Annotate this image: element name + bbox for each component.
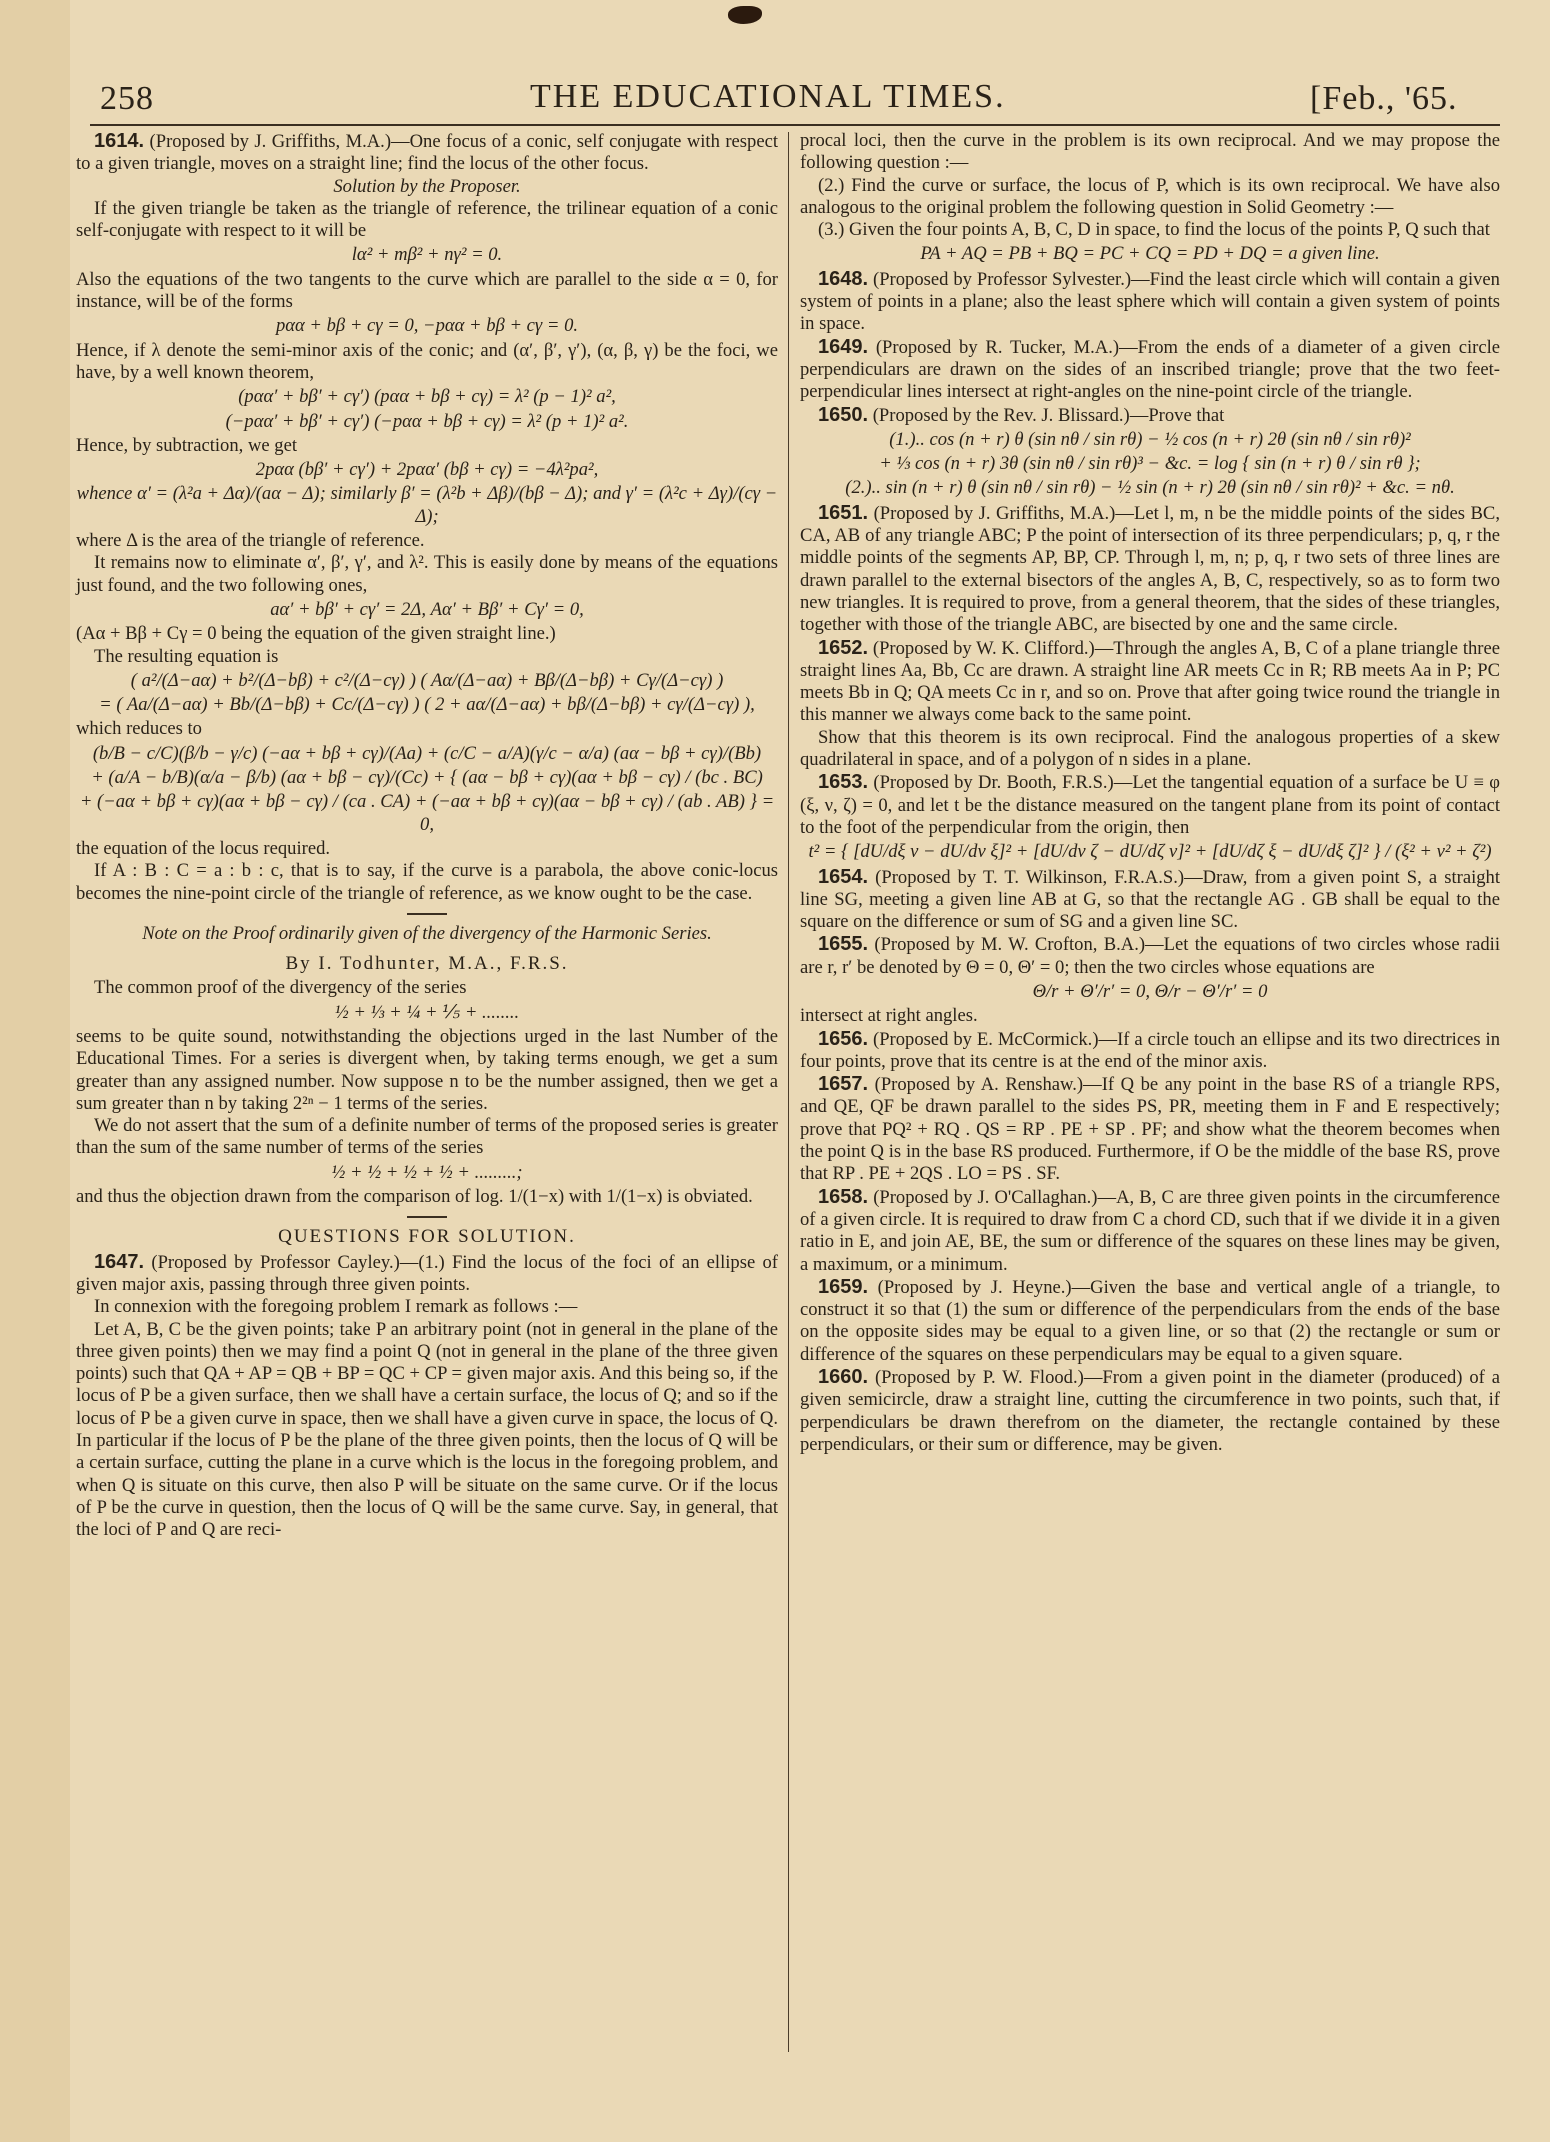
question-paragraph: [800, 336, 1500, 404]
paragraph-text: Θ/r + Θ′/r′ = 0, Θ/r − Θ′/r′ = 0: [1032, 980, 1268, 1002]
paragraph: [800, 219, 1500, 241]
paragraph-text: (Proposed by Dr. Booth, F.R.S.)—Let the tangential equation of a surface be U ≡ φ (ξ, ν, ζ) = 0, and let t be the distance measured on the tangent plane from its point of contact to the foot of the perpendicular from the origin, then: [800, 772, 1500, 838]
paragraph: [76, 1319, 778, 1542]
paragraph-text: (3.) Given the four points A, B, C, D in space, to find the locus of the points P, Q such that: [818, 219, 1490, 241]
equation: [76, 315, 778, 337]
paragraph-text: (2.) Find the curve or surface, the locus of P, which is its own reciprocal. We have also analogous to the original problem the following question in Solid Geometry :—: [800, 174, 1500, 218]
right-column: [800, 130, 1500, 1456]
equation: [76, 1002, 778, 1024]
column-divider: [788, 132, 789, 2052]
paragraph: [76, 552, 778, 597]
equation: [800, 429, 1500, 451]
section-subtitle: [76, 176, 778, 198]
equation: [76, 767, 778, 789]
issue-date: [Feb., '65.: [1310, 80, 1458, 117]
paragraph-text: By I. Todhunter, M.A., F.R.S.: [285, 953, 569, 975]
paragraph-text: PA + AQ = PB + BQ = PC + CQ = PD + DQ = a given line.: [920, 243, 1380, 265]
question-number: 1657.: [818, 1073, 869, 1096]
paragraph: [76, 623, 778, 645]
question-paragraph: [800, 404, 1500, 427]
paragraph-text: intersect at right angles.: [800, 1005, 978, 1027]
paragraph-text: (Proposed by J. Griffiths, M.A.)—Let l, m, n be the middle points of the sides BC, CA, AB of any triangle ABC; P the point of intersection of its three perpendiculars; p, q, r the middle points of the segments AP, BP, CP. Through l, m, n; p, q, r two sets of three lines are drawn parallel to the external bisectors of the angles A, B, C, respectively, so as to form two new triangles. It is required to prove, from a general theorem, that the sides of these triangles, together with those of the triangle ABC, are bisected by one and the same circle.: [800, 502, 1500, 636]
question-paragraph: [76, 130, 778, 176]
left-column: [76, 130, 778, 1542]
paragraph-text: (1.).. cos (n + r) θ (sin nθ / sin rθ) − ½ cos (n + r) 2θ (sin nθ / sin rθ)²: [889, 428, 1411, 450]
paragraph-text: (2.).. sin (n + r) θ (sin nθ / sin rθ) − ½ sin (n + r) 2θ (sin nθ / sin rθ)² + &c. = nθ.: [845, 477, 1455, 499]
equation: [800, 243, 1500, 265]
paragraph-text: ½ + ⅓ + ¼ + ⅕ + ........: [334, 1001, 520, 1023]
paragraph-text: t² = { [dU/dξ ν − dU/dν ξ]² + [dU/dν ζ − dU/dζ ν]² + [dU/dζ ξ − dU/dξ ζ]² } / (ξ² + ν² + ζ²): [808, 841, 1492, 863]
equation: [76, 791, 778, 836]
paragraph-text: We do not assert that the sum of a definite number of terms of the proposed series is greater than the sum of the same number of terms of the series: [76, 1115, 778, 1159]
question-number: 1614.: [94, 130, 145, 152]
paragraph-text: (Proposed by J. Heyne.)—Given the base and vertical angle of a triangle, to construct it so that (1) the sum or difference of the perpendiculars from the ends of the base on the opposite sides may be equal to a given line, or so that (2) the rectangle or sum or difference of the squares on these perpendiculars may be equal to a given square.: [800, 1276, 1500, 1365]
equation: [800, 453, 1500, 475]
paragraph-text: Hence, if λ denote the semi-minor axis of the conic; and (α′, β′, γ′), (α, β, γ) be the foci, we have, by a well known theorem,: [76, 339, 778, 383]
paragraph: [76, 530, 778, 552]
paragraph: [76, 860, 778, 905]
paragraph-text: (Aα + Bβ + Cγ = 0 being the equation of the given straight line.): [76, 623, 556, 645]
question-paragraph: [800, 866, 1500, 934]
equation: [76, 694, 778, 716]
equation: [800, 981, 1500, 1003]
question-paragraph: [800, 1073, 1500, 1185]
section-heading: [76, 953, 778, 975]
question-paragraph: [800, 268, 1500, 336]
equation: [76, 599, 778, 621]
equation: [76, 1162, 778, 1184]
paragraph: [800, 1005, 1500, 1027]
paragraph: [76, 1026, 778, 1115]
section-separator: [407, 1216, 447, 1218]
paragraph-text: Show that this theorem is its own reciprocal. Find the analogous properties of a skew quadrilateral in space, and of a polygon of n sides in a plane.: [800, 726, 1500, 771]
paragraph-text: ½ + ½ + ½ + ½ + .........;: [331, 1161, 523, 1183]
paragraph: [76, 838, 778, 860]
question-number: 1656.: [818, 1027, 869, 1050]
question-number: 1654.: [818, 865, 869, 888]
question-paragraph: [76, 1251, 778, 1297]
paragraph: [800, 130, 1500, 175]
paragraph-text: (Proposed by P. W. Flood.)—From a given point in the diameter (produced) of a given semicircle, draw a straight line, cutting the circumference in two points, such that, if perpendiculars be drawn therefrom on the diameter, the rectangle contained by these perpendiculars, or their sum or difference, may be given.: [800, 1367, 1500, 1455]
paragraph-text: where Δ is the area of the triangle of reference.: [76, 530, 425, 552]
equation: [800, 477, 1500, 499]
question-number: 1652.: [818, 636, 869, 659]
equation: [76, 386, 778, 408]
equation: [76, 411, 778, 433]
header-rule: [90, 124, 1500, 126]
question-number: 1658.: [818, 1185, 869, 1208]
question-paragraph: [800, 1366, 1500, 1456]
equation: [76, 670, 778, 692]
paragraph-text: procal loci, then the curve in the problem is its own reciprocal. And we may propose the following question :—: [800, 130, 1500, 174]
question-paragraph: [800, 933, 1500, 979]
question-number: 1649.: [818, 335, 869, 358]
paragraph-text: (−pαα′ + bβ′ + cγ′) (−pαα + bβ + cγ) = λ² (p + 1)² a².: [225, 410, 629, 432]
question-paragraph: [800, 771, 1500, 839]
paragraph-text: + (−aα + bβ + cγ)(aα + bβ − cγ) / (ca . CA) + (−aα + bβ + cγ)(aα − bβ + cγ) / (ab . AB) } = 0,: [79, 791, 775, 835]
question-paragraph: [800, 1186, 1500, 1276]
paragraph-text: If the given triangle be taken as the triangle of reference, the trilinear equation of a conic self-conjugate with respect to it will be: [76, 197, 778, 242]
paragraph-text: (Proposed by J. O'Callaghan.)—A, B, C are three given points in the circumference of a given circle. It is required to draw from C a chord CD, such that if we divide it in a given ratio in E, and join AE, BE, the sum or difference of the squares on these lines may be given, a maximum, or a minimum.: [800, 1186, 1500, 1275]
paragraph: [800, 727, 1500, 772]
paragraph-text: Note on the Proof ordinarily given of the divergency of the Harmonic Series.: [142, 922, 712, 944]
paragraph-text: (Proposed by M. W. Crofton, B.A.)—Let the equations of two circles whose radii are r, r′ be denoted by Θ = 0, Θ′ = 0; then the two circles whose equations are: [800, 934, 1500, 978]
paragraph-text: (Proposed by W. K. Clifford.)—Through the angles A, B, C of a plane triangle three straight lines Aa, Bb, Cc are drawn. A straight line AR meets Cc in R; RB meets Aa in P; PC meets Bb in Q; QA meets Cc in r, and so on. Prove that after going twice round the triangle in this manner we always come back to the same point.: [800, 637, 1501, 726]
paragraph-text: (Proposed by the Rev. J. Blissard.)—Prove that: [872, 404, 1225, 426]
paragraph-text: If A : B : C = a : b : c, that is to say, if the curve is a parabola, the above conic-locus becomes the nine-point circle of the triangle of reference, as we know ought to be the case.: [76, 860, 778, 904]
question-number: 1650.: [818, 403, 869, 426]
paragraph-text: 2pαα (bβ′ + cγ′) + 2pαα′ (bβ + cγ) = −4λ²pa²,: [255, 459, 599, 481]
journal-title: THE EDUCATIONAL TIMES.: [530, 78, 1006, 115]
paragraph-text: The resulting equation is: [94, 645, 279, 667]
paragraph-text: (Proposed by T. T. Wilkinson, F.R.A.S.)—Draw, from a given point S, a straight line SG, meeting a given line AB at G, so that the rectangle AG . GB shall be equal to the square on the difference or sum of SG and a given line SC.: [800, 866, 1501, 933]
paragraph: [76, 198, 778, 243]
paragraph: [76, 646, 778, 668]
paragraph-text: (Proposed by A. Renshaw.)—If Q be any point in the base RS of a triangle RPS, and QE, QF be drawn parallel to the sides PS, PR, meeting them in F and E respectively; prove that PQ² + RQ . QS = RP . PE + SP . PF; and show what the theorem becomes when the point Q is in the base RS produced. Furthermore, if O be the middle of the base RS, prove that RP . PE + 2QS . LO = PS . SF.: [800, 1074, 1500, 1185]
question-number: 1660.: [818, 1366, 869, 1389]
paragraph-text: Let A, B, C be the given points; take P an arbitrary point (not in general in the plane of the three given points) then we may find a point Q (not in general in the plane of the three given points) such that QA + AP = QB + BP = QC + CP = given major axis. And this being so, if the locus of P be a given surface, then we shall have a certain surface, the locus of Q; and so if the locus of P be a given curve in space, then we shall have a given curve in space, the locus of Q. In particular if the locus of P be the plane of the three given points, then the locus of Q will be a certain surface, cutting the plane in a curve which is the locus in the foregoing problem, and when Q is situate on this curve, then also P will be situate on the same curve. Or if the locus of P be the curve in question, then the locus of Q will be the same curve. Say, in general, that the loci of P and Q are reci-: [76, 1318, 779, 1541]
paragraph: [800, 175, 1500, 220]
paragraph: [76, 1296, 778, 1318]
paragraph-text: + (a/A − b/B)(α/a − β/b) (aα + bβ − cγ)/(Cc) + { (aα − bβ + cγ)(aα + bβ − cγ) / (bc . BC): [91, 767, 763, 789]
paragraph-text: which reduces to: [76, 718, 202, 740]
question-paragraph: [800, 1028, 1500, 1074]
paragraph-text: and thus the objection drawn from the comparison of log. 1/(1−x) with 1/(1−x) is obviated.: [76, 1186, 753, 1208]
question-paragraph: [800, 502, 1500, 637]
question-number: 1659.: [818, 1275, 869, 1298]
equation: [76, 244, 778, 266]
question-number: 1648.: [818, 267, 869, 290]
paragraph: [76, 340, 778, 385]
paragraph-text: The common proof of the divergency of the series: [94, 977, 467, 999]
paragraph-text: seems to be quite sound, notwithstanding the objections urged in the last Number of the Educational Times. For a series is divergent when, by taking terms enough, we get a sum greater than any assigned number. Now suppose n to be the number assigned, then we get a sum greater than n by taking 2²ⁿ − 1 terms of the series.: [76, 1025, 778, 1114]
paragraph-text: ( a²/(Δ−aα) + b²/(Δ−bβ) + c²/(Δ−cγ) ) ( Aα/(Δ−aα) + Bβ/(Δ−bβ) + Cγ/(Δ−cγ) ): [130, 669, 724, 691]
equation: [76, 743, 778, 765]
paragraph-text: = ( Aa/(Δ−aα) + Bb/(Δ−bβ) + Cc/(Δ−cγ) ) ( 2 + aα/(Δ−aα) + bβ/(Δ−bβ) + cγ/(Δ−cγ) ),: [99, 694, 755, 716]
paragraph-text: (Proposed by J. Griffiths, M.A.)—One focus of a conic, self conjugate with respect to a given triangle, moves on a straight line; find the locus of the other focus.: [76, 131, 778, 175]
page-header: [100, 72, 1500, 122]
paragraph: [76, 1186, 778, 1208]
question-number: 1655.: [818, 933, 869, 956]
paragraph-text: In connexion with the foregoing problem I remark as follows :—: [94, 1296, 578, 1318]
paragraph-text: (Proposed by R. Tucker, M.A.)—From the ends of a diameter of a given circle perpendiculars are drawn on the sides of an inscribed triangle; prove that the two feet-perpendicular lines intersect at right-angles on the nine-point circle of the triangle.: [800, 336, 1500, 403]
paragraph-text: the equation of the locus required.: [76, 837, 331, 859]
paragraph-text: aα′ + bβ′ + cγ′ = 2Δ, Aα′ + Bβ′ + Cγ′ = 0,: [270, 598, 584, 620]
paragraph-text: (Proposed by E. McCormick.)—If a circle touch an ellipse and its two directrices in four points, prove that its centre is at the end of the minor axis.: [800, 1028, 1500, 1072]
paragraph: [76, 435, 778, 457]
paragraph-text: pαα + bβ + cγ = 0, −pαα + bβ + cγ = 0.: [275, 315, 579, 337]
paragraph-text: (Proposed by Professor Cayley.)—(1.) Find the locus of the foci of an ellipse of given major axis, passing through three given points.: [76, 1251, 778, 1295]
question-number: 1647.: [94, 1250, 145, 1273]
paragraph-text: Also the equations of the two tangents to the curve which are parallel to the side α = 0, for instance, will be of the forms: [76, 268, 778, 313]
section-heading: [76, 1226, 778, 1248]
paragraph-text: It remains now to eliminate α′, β′, γ′, and λ². This is easily done by means of the equations just found, and the two following ones,: [76, 552, 778, 596]
paragraph: [76, 1115, 778, 1160]
paragraph-text: (b/B − c/C)(β/b − γ/c) (−aα + bβ + cγ)/(Aa) + (c/C − a/A)(γ/c − α/a) (aα − bβ + cγ)/(Bb): [92, 742, 762, 764]
paragraph-text: + ⅓ cos (n + r) 3θ (sin nθ / sin rθ)³ − &c. = log { sin (n + r) θ / sin rθ };: [879, 453, 1421, 475]
question-number: 1653.: [818, 771, 869, 794]
paragraph-text: Hence, by subtraction, we get: [76, 434, 297, 456]
paragraph-text: whence α′ = (λ²a + Δα)/(aα − Δ); similarly β′ = (λ²b + Δβ)/(bβ − Δ); and γ′ = (λ²c + Δγ)/(cγ − Δ);: [76, 483, 778, 527]
paragraph-text: (pαα′ + bβ′ + cγ′) (pαα + bβ + cγ) = λ² (p − 1)² a²,: [238, 386, 616, 408]
paragraph-text: lα² + mβ² + nγ² = 0.: [351, 244, 503, 266]
section-subtitle: [76, 923, 778, 945]
paragraph-text: QUESTIONS FOR SOLUTION.: [278, 1226, 576, 1248]
equation: [800, 841, 1500, 863]
question-number: 1651.: [818, 501, 869, 524]
section-separator: [407, 913, 447, 915]
equation: [76, 459, 778, 481]
question-paragraph: [800, 1276, 1500, 1366]
equation: [76, 483, 778, 528]
page-number: 258: [100, 80, 154, 117]
paragraph-text: Solution by the Proposer.: [333, 175, 521, 197]
paragraph: [76, 269, 778, 314]
paragraph-text: (Proposed by Professor Sylvester.)—Find the least circle which will contain a given system of points in a plane; also the least sphere which will contain a given system of points in space.: [800, 268, 1500, 335]
paragraph: [76, 718, 778, 740]
question-paragraph: [800, 637, 1500, 727]
paragraph: [76, 977, 778, 999]
